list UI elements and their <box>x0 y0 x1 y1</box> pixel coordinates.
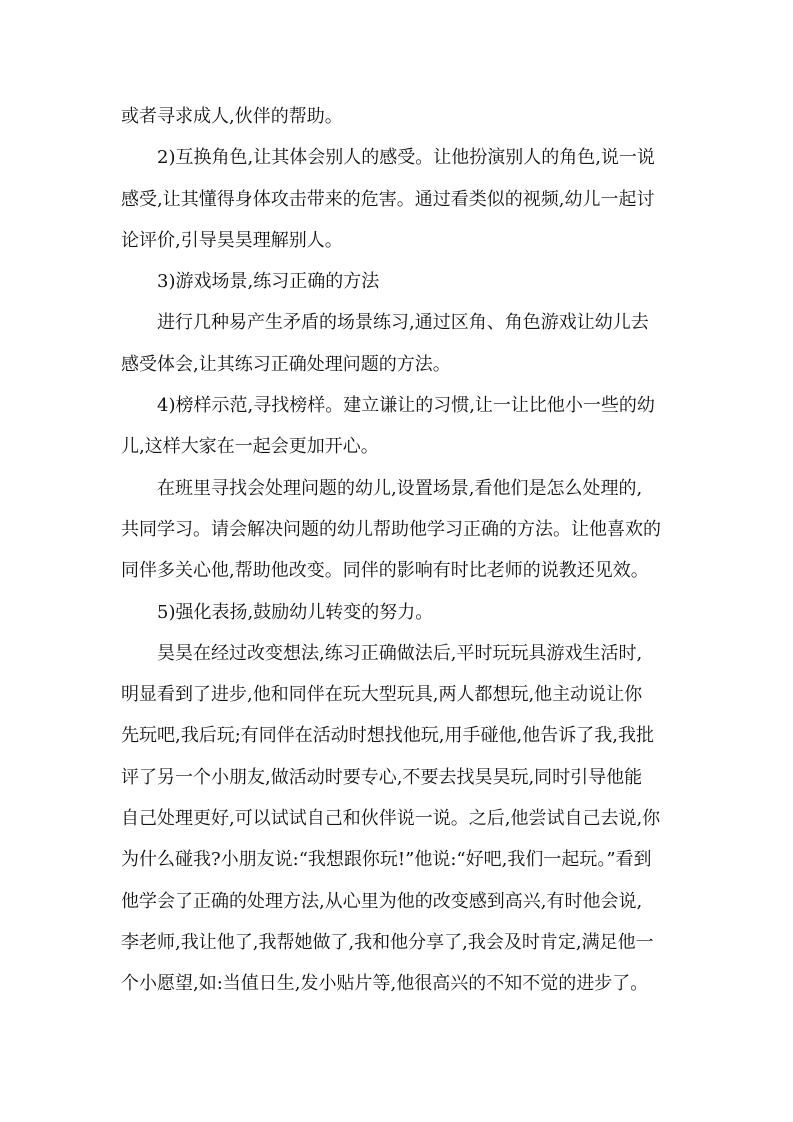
text-line: 为什么碰我?小朋友说:“我想跟你玩!”他说:“好吧,我们一起玩。”看到 <box>121 849 652 871</box>
text-line: 感受,让其懂得身体攻击带来的危害。通过看类似的视频,幼儿一起讨 <box>121 188 655 210</box>
text-line: 李老师,我让他了,我帮她做了,我和他分享了,我会及时肯定,满足他一 <box>121 931 654 953</box>
text-line: 共同学习。请会解决问题的幼儿帮助他学习正确的方法。让他喜欢的 <box>121 518 661 540</box>
document-body <box>121 96 681 1005</box>
text-line: 先玩吧,我后玩;有同伴在活动时想找他玩,用手碰他,他告诉了我,我批 <box>121 725 654 747</box>
text-line: 或者寻求成人,伙伴的帮助。 <box>121 106 343 127</box>
text-line: 评了另一个小朋友,做活动时要专心,不要去找昊昊玩,同时引导他能 <box>121 766 643 788</box>
text-line: 4)榜样示范,寻找榜样。建立谦让的习惯,让一让比他小一些的幼 <box>157 395 655 417</box>
text-line: 自己处理更好,可以试试自己和伙伴说一说。之后,他尝试自己去说,你 <box>121 808 661 830</box>
text-line: 明显看到了进步,他和同伴在玩大型玩具,两人都想玩,他主动说让你 <box>121 684 643 706</box>
text-line: 论评价,引导昊昊理解别人。 <box>121 229 343 251</box>
text-line: 3)游戏场景,练习正确的方法 <box>157 271 380 293</box>
text-line: 5)强化表扬,鼓励幼儿转变的努力。 <box>157 601 434 623</box>
text-line: 进行几种易产生矛盾的场景练习,通过区角、角色游戏让幼儿去 <box>157 312 649 334</box>
text-line: 个小愿望,如:当值日生,发小贴片等,他很高兴的不知不觉的进步了。 <box>121 973 649 995</box>
text-line: 同伴多关心他,帮助他改变。同伴的影响有时比老师的说教还见效。 <box>121 560 649 582</box>
text-line: 他学会了正确的处理方法,从心里为他的改变感到高兴,有时他会说, <box>121 890 643 912</box>
text-line: 在班里寻找会处理问题的幼儿,设置场景,看他们是怎么处理的, <box>157 477 643 499</box>
text-line: 昊昊在经过改变想法,练习正确做法后,平时玩玩具游戏生活时, <box>157 642 643 664</box>
text-line: 感受体会,让其练习正确处理问题的方法。 <box>121 353 451 375</box>
text-line: 2)互换角色,让其体会别人的感受。让他扮演别人的角色,说一说 <box>157 147 655 169</box>
text-line: 儿,这样大家在一起会更加开心。 <box>121 436 379 458</box>
